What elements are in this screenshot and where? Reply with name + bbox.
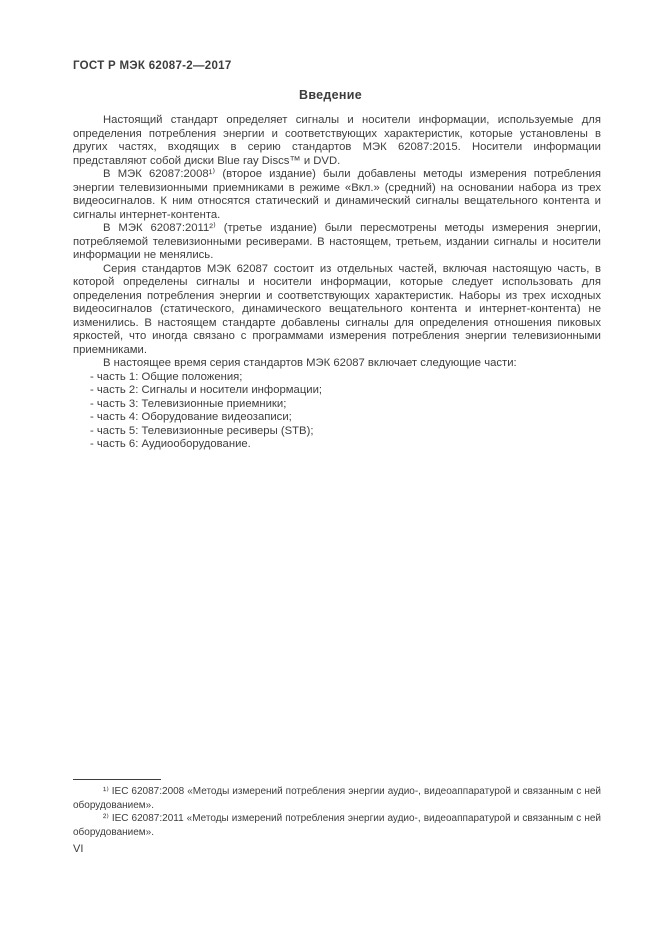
parts-list-item: - часть 6: Аудиооборудование. (90, 438, 251, 450)
footnotes-section (73, 779, 601, 839)
parts-list-item: - часть 5: Телевизионные ресиверы (STB); (90, 424, 314, 437)
parts-list-item: - часть 4: Оборудование видеозаписи; (90, 411, 292, 423)
parts-list-item: - часть 1: Общие положения; (90, 370, 243, 383)
page-title: Введение (299, 88, 362, 102)
footnote: ²⁾ IEC 62087:2011 «Методы измерений потребления энергии аудио-, видеоаппаратурой и связанным с ней оборудованием». (73, 813, 601, 838)
paragraph: Серия стандартов МЭК 62087 состоит из отдельных частей, включая настоящую часть, в которой определены сигналы и носители информации, которые следует использовать для определения потребления энергии и соответствующих характеристик. Наборы из трех исходных видеосигналов (статического, динамического вещательного контента и интернет-контента) не изменились. В настоящем стандарте добавлены сигналы для определения отношения пиковых яркостей, что иногда связано с программами измерения потребления энергии телевизионными приемниками. (73, 262, 601, 356)
footnote: ¹⁾ IEC 62087:2008 «Методы измерений потребления энергии аудио-, видеоаппаратурой и связанным с ней оборудованием». (73, 786, 601, 811)
body-text (73, 114, 601, 452)
standard-code-header: ГОСТ Р МЭК 62087-2—2017 (73, 60, 232, 72)
parts-list-item: - часть 2: Сигналы и носители информации; (90, 384, 323, 396)
footnote-divider (73, 779, 161, 780)
parts-list-intro: В настоящее время серия стандартов МЭК 62087 включает следующие части: (103, 357, 517, 369)
page-number: VI (73, 843, 84, 855)
parts-list-item: - часть 3: Телевизионные приемники; (90, 397, 287, 410)
paragraph: Настоящий стандарт определяет сигналы и носители информации, используемые для определения потребления энергии и соответствующих характеристик, которые установлены в других частях, входящих в серию стандартов МЭК 62087:2015. Носители информации представляют собой диски Blue ray Discs™ и DVD. (73, 114, 601, 167)
paragraph: В МЭК 62087:2011²⁾ (третье издание) были пересмотрены методы измерения энергии, потребляемой телевизионными ресиверами. В настоящем, третьем, издании сигналы и носители информации не менялись. (73, 222, 601, 261)
paragraph: В МЭК 62087:2008¹⁾ (второе издание) были добавлены методы измерения потребления энергии телевизионными приемниками в режиме «Вкл.» (средний) на основании набора из трех видеосигналов. К ним относятся статический и динамический сигналы вещательного контента и сигналы интернет-контента. (73, 168, 601, 221)
